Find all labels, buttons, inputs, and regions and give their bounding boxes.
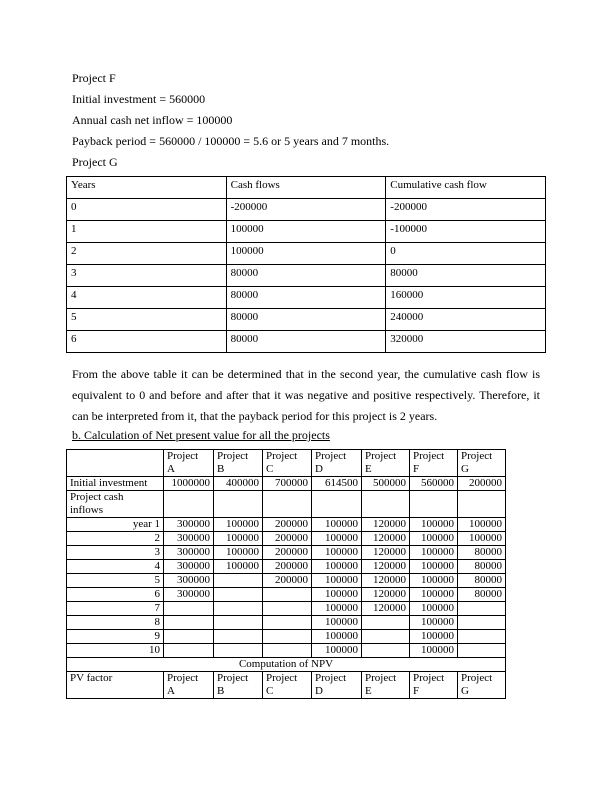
table-row [67, 331, 546, 353]
table-cell: 100000 [312, 616, 362, 630]
table-cell: 2 [67, 243, 227, 265]
year-label: 8 [67, 616, 164, 630]
table-cell [164, 616, 214, 630]
table-cell [410, 491, 458, 518]
table-cell: 100000 [410, 644, 458, 658]
year-row [67, 574, 506, 588]
year-row [67, 644, 506, 658]
table-cell: 100000 [410, 588, 458, 602]
project-header: Project G [458, 672, 506, 699]
header-cell: Cumulative cash flow [386, 177, 546, 199]
year-row [67, 560, 506, 574]
table-cell: 100000 [226, 243, 386, 265]
table-cell: 300000 [164, 560, 214, 574]
table-cell: 240000 [386, 309, 546, 331]
table-cell: 200000 [263, 574, 312, 588]
table-cell [214, 630, 263, 644]
header-cell: Years [67, 177, 227, 199]
table-cell: 100000 [312, 560, 362, 574]
paragraph-line: equivalent to 0 and before and after that it was negative and positive respectively. Therefore, it [72, 388, 540, 402]
header-cell: Cash flows [226, 177, 386, 199]
table-cell [458, 616, 506, 630]
table-cell: 100000 [226, 221, 386, 243]
table-cell [263, 491, 312, 518]
table-cell: 100000 [312, 546, 362, 560]
table-cell [458, 644, 506, 658]
table-cell: 100000 [312, 602, 362, 616]
year-row [67, 546, 506, 560]
table-cell: 200000 [263, 546, 312, 560]
table-cell: 100000 [214, 518, 263, 532]
project-header: Project G [458, 450, 506, 477]
initial-investment-row [67, 477, 506, 491]
table-cell: 120000 [362, 518, 410, 532]
table-cell: 100000 [312, 644, 362, 658]
annual-inflow-line: Annual cash net inflow = 100000 [72, 113, 233, 127]
table-cell: 120000 [362, 532, 410, 546]
project-header: Project A [164, 672, 214, 699]
table-cell: 100000 [458, 518, 506, 532]
table-cell: 1 [67, 221, 227, 243]
initial-investment-line: Initial investment = 560000 [72, 92, 206, 106]
project-header: Project A [164, 450, 214, 477]
table-cell: 320000 [386, 331, 546, 353]
table-cell: 560000 [410, 477, 458, 491]
table-cell: 80000 [458, 546, 506, 560]
paragraph-line: can be interpreted from it, that the payback period for this project is 2 years. [72, 409, 438, 423]
payback-line: Payback period = 560000 / 100000 = 5.6 or 5 years and 7 months. [72, 134, 390, 148]
table-cell [263, 588, 312, 602]
project-g-label: Project G [72, 155, 118, 169]
table-cell [164, 602, 214, 616]
table-cell: 300000 [164, 546, 214, 560]
project-f-label: Project F [72, 71, 116, 85]
table-cell: 200000 [263, 532, 312, 546]
table-cell: 120000 [362, 546, 410, 560]
table-row [67, 265, 546, 287]
table-cell: 300000 [164, 574, 214, 588]
table-cell [214, 588, 263, 602]
table-cell: 100000 [410, 518, 458, 532]
project-header: Project C [263, 450, 312, 477]
table-cell: 100000 [410, 560, 458, 574]
table-row [67, 309, 546, 331]
table-cell: 400000 [214, 477, 263, 491]
year-label: 10 [67, 644, 164, 658]
computation-heading: Computation of NPV [67, 658, 506, 672]
year-label: 9 [67, 630, 164, 644]
project-header: Project B [214, 450, 263, 477]
table-cell: 300000 [164, 588, 214, 602]
table-cell: -200000 [226, 199, 386, 221]
table-cell: 100000 [312, 518, 362, 532]
cash-inflows-label-row [67, 491, 506, 518]
npv-section-heading: b. Calculation of Net present value for all the projects [72, 428, 330, 442]
table-cell [67, 450, 164, 477]
year-label: 4 [67, 560, 164, 574]
year-row [67, 616, 506, 630]
year-row [67, 630, 506, 644]
project-header: Project E [362, 672, 410, 699]
table-cell [458, 630, 506, 644]
table-cell: 100000 [410, 532, 458, 546]
table-cell: 80000 [386, 265, 546, 287]
year-label: 6 [67, 588, 164, 602]
table-cell: 5 [67, 309, 227, 331]
table-cell: 200000 [263, 560, 312, 574]
table-cell: 100000 [214, 546, 263, 560]
year-label: 3 [67, 546, 164, 560]
table-cell: 300000 [164, 532, 214, 546]
computation-row [67, 658, 506, 672]
table-cell [164, 491, 214, 518]
table-cell: 100000 [214, 532, 263, 546]
table-cell: 200000 [458, 477, 506, 491]
row-label: PV factor [67, 672, 164, 699]
table-cell [263, 602, 312, 616]
table-cell [263, 630, 312, 644]
table-cell: 160000 [386, 287, 546, 309]
payback-table [66, 176, 546, 353]
year-row [67, 532, 506, 546]
table-cell: 100000 [214, 560, 263, 574]
project-header: Project F [410, 450, 458, 477]
table-cell [362, 630, 410, 644]
table-cell [458, 602, 506, 616]
table-cell [164, 630, 214, 644]
table-cell [263, 616, 312, 630]
table-cell: 80000 [226, 309, 386, 331]
table-cell: -100000 [386, 221, 546, 243]
table-cell: 80000 [458, 588, 506, 602]
table-cell: 100000 [410, 602, 458, 616]
project-header: Project F [410, 672, 458, 699]
table-cell: 3 [67, 265, 227, 287]
pv-factor-row [67, 672, 506, 699]
table-cell: 80000 [226, 265, 386, 287]
table-cell: 100000 [410, 630, 458, 644]
table-cell: 0 [67, 199, 227, 221]
table-cell [263, 644, 312, 658]
table-cell: 4 [67, 287, 227, 309]
npv-table [66, 449, 506, 699]
table-cell: 100000 [312, 630, 362, 644]
table-cell: 120000 [362, 560, 410, 574]
table-cell: 200000 [263, 518, 312, 532]
table-header-row [67, 177, 546, 199]
conclusion-paragraph [72, 364, 540, 427]
table-cell: 100000 [410, 546, 458, 560]
table-cell: 80000 [458, 560, 506, 574]
table-cell [458, 491, 506, 518]
table-cell [362, 491, 410, 518]
table-cell: 700000 [263, 477, 312, 491]
table-cell [164, 644, 214, 658]
table-cell: 100000 [312, 574, 362, 588]
project-header: Project C [263, 672, 312, 699]
table-cell: 120000 [362, 588, 410, 602]
table-cell [214, 602, 263, 616]
table-cell: 80000 [226, 287, 386, 309]
npv-header-row [67, 450, 506, 477]
table-cell: 300000 [164, 518, 214, 532]
table-cell: 100000 [458, 532, 506, 546]
year-row [67, 588, 506, 602]
year-label: 7 [67, 602, 164, 616]
table-cell: 120000 [362, 574, 410, 588]
table-cell: 100000 [410, 574, 458, 588]
table-cell: 1000000 [164, 477, 214, 491]
row-label: Project cash inflows [67, 491, 164, 518]
table-row [67, 221, 546, 243]
table-cell: 614500 [312, 477, 362, 491]
table-cell: 100000 [312, 588, 362, 602]
table-cell: 6 [67, 331, 227, 353]
table-row [67, 199, 546, 221]
table-cell: 100000 [410, 616, 458, 630]
table-cell: 500000 [362, 477, 410, 491]
table-cell: 120000 [362, 602, 410, 616]
year-label: 2 [67, 532, 164, 546]
year-row [67, 602, 506, 616]
project-header: Project E [362, 450, 410, 477]
table-cell [214, 616, 263, 630]
year-label: 5 [67, 574, 164, 588]
table-cell: 80000 [458, 574, 506, 588]
table-cell: 100000 [312, 532, 362, 546]
table-cell [362, 616, 410, 630]
table-cell [312, 491, 362, 518]
table-cell: 0 [386, 243, 546, 265]
project-header: Project D [312, 672, 362, 699]
table-cell [214, 644, 263, 658]
table-row [67, 243, 546, 265]
year-row [67, 518, 506, 532]
table-cell: 80000 [226, 331, 386, 353]
row-label: Initial investment [67, 477, 164, 491]
table-cell [214, 574, 263, 588]
paragraph-line: From the above table it can be determined that in the second year, the cumulative cash flow is [72, 367, 540, 381]
project-header: Project D [312, 450, 362, 477]
table-row [67, 287, 546, 309]
year-label: year 1 [67, 518, 164, 532]
table-cell [214, 491, 263, 518]
table-cell [362, 644, 410, 658]
project-header: Project B [214, 672, 263, 699]
table-cell: -200000 [386, 199, 546, 221]
